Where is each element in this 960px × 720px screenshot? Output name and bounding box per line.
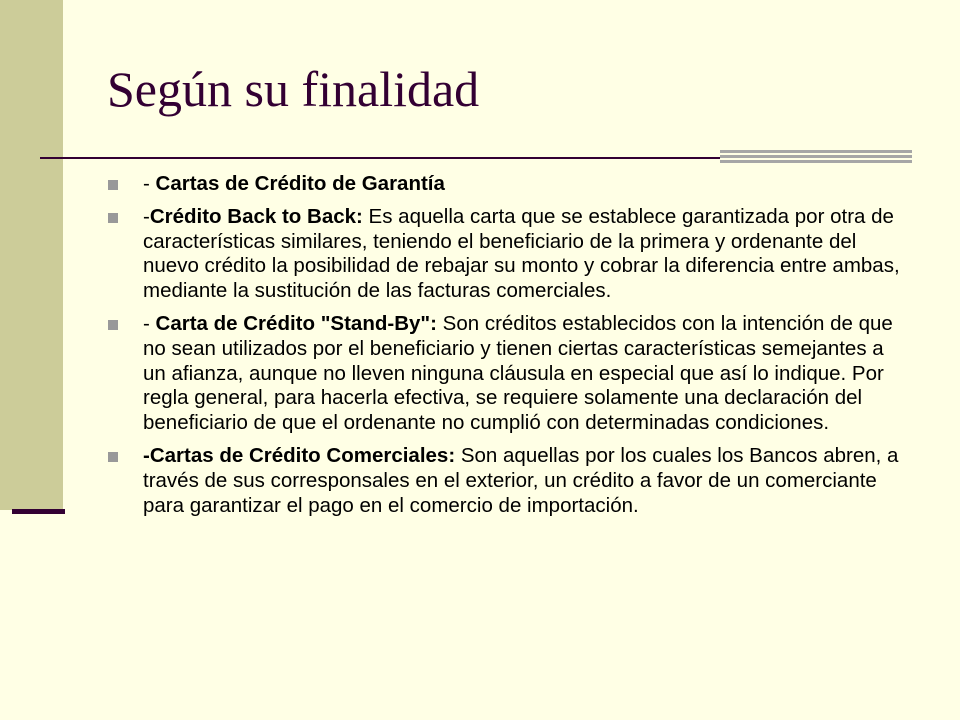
bullet-heading: Cartas de Crédito de Garantía xyxy=(155,172,445,195)
bullet-heading: Carta de Crédito "Stand-By": xyxy=(155,311,437,335)
bullet-item-comerciales xyxy=(108,444,908,518)
bullet-item-stand-by xyxy=(108,312,908,436)
square-bullet-icon xyxy=(108,213,118,223)
bullet-text: Son aquellas por los cuales los Bancos abren, a través de sus corresponsales en el exterior, un crédito a favor de un comerciante para garantizar el pago en el comercio de importación. xyxy=(143,443,899,517)
slide-title: Según su finalidad xyxy=(107,61,480,117)
title-divider xyxy=(40,157,725,159)
title-divider-accent xyxy=(720,150,912,164)
bullet-item-back-to-back xyxy=(108,205,908,304)
bullet-item-garantia xyxy=(108,172,908,197)
bullet-prefix: - xyxy=(143,204,150,228)
bullet-text: Es aquella carta que se establece garantizada por otra de características similares, teniendo el beneficiario de la primera y ordenante del nuevo crédito la posibilidad de rebajar su monto y cobrar la diferencia entre ambas, mediante la sustitución de las facturas comerciales. xyxy=(143,204,900,303)
bullet-list xyxy=(108,172,908,526)
square-bullet-icon xyxy=(108,320,118,330)
bullet-prefix: - xyxy=(143,172,156,195)
bullet-heading: -Cartas de Crédito Comerciales: xyxy=(143,443,456,467)
bullet-text: Son créditos establecidos con la intención de que no sean utilizados por el beneficiario y tienen ciertas características semejantes a un afianza, aunque no lleven ninguna cláusula en especial que así lo indique. Por regla general, para hacerla efectiva, se requiere solamente una declaración del beneficiario de que el ordenante no cumplió con determinadas condiciones. xyxy=(143,311,893,435)
left-decorative-bar xyxy=(0,0,63,510)
bullet-prefix: - xyxy=(143,311,156,335)
bullet-heading: Crédito Back to Back: xyxy=(149,204,363,228)
left-bar-underline xyxy=(12,509,65,514)
square-bullet-icon xyxy=(108,180,118,190)
square-bullet-icon xyxy=(108,452,118,462)
